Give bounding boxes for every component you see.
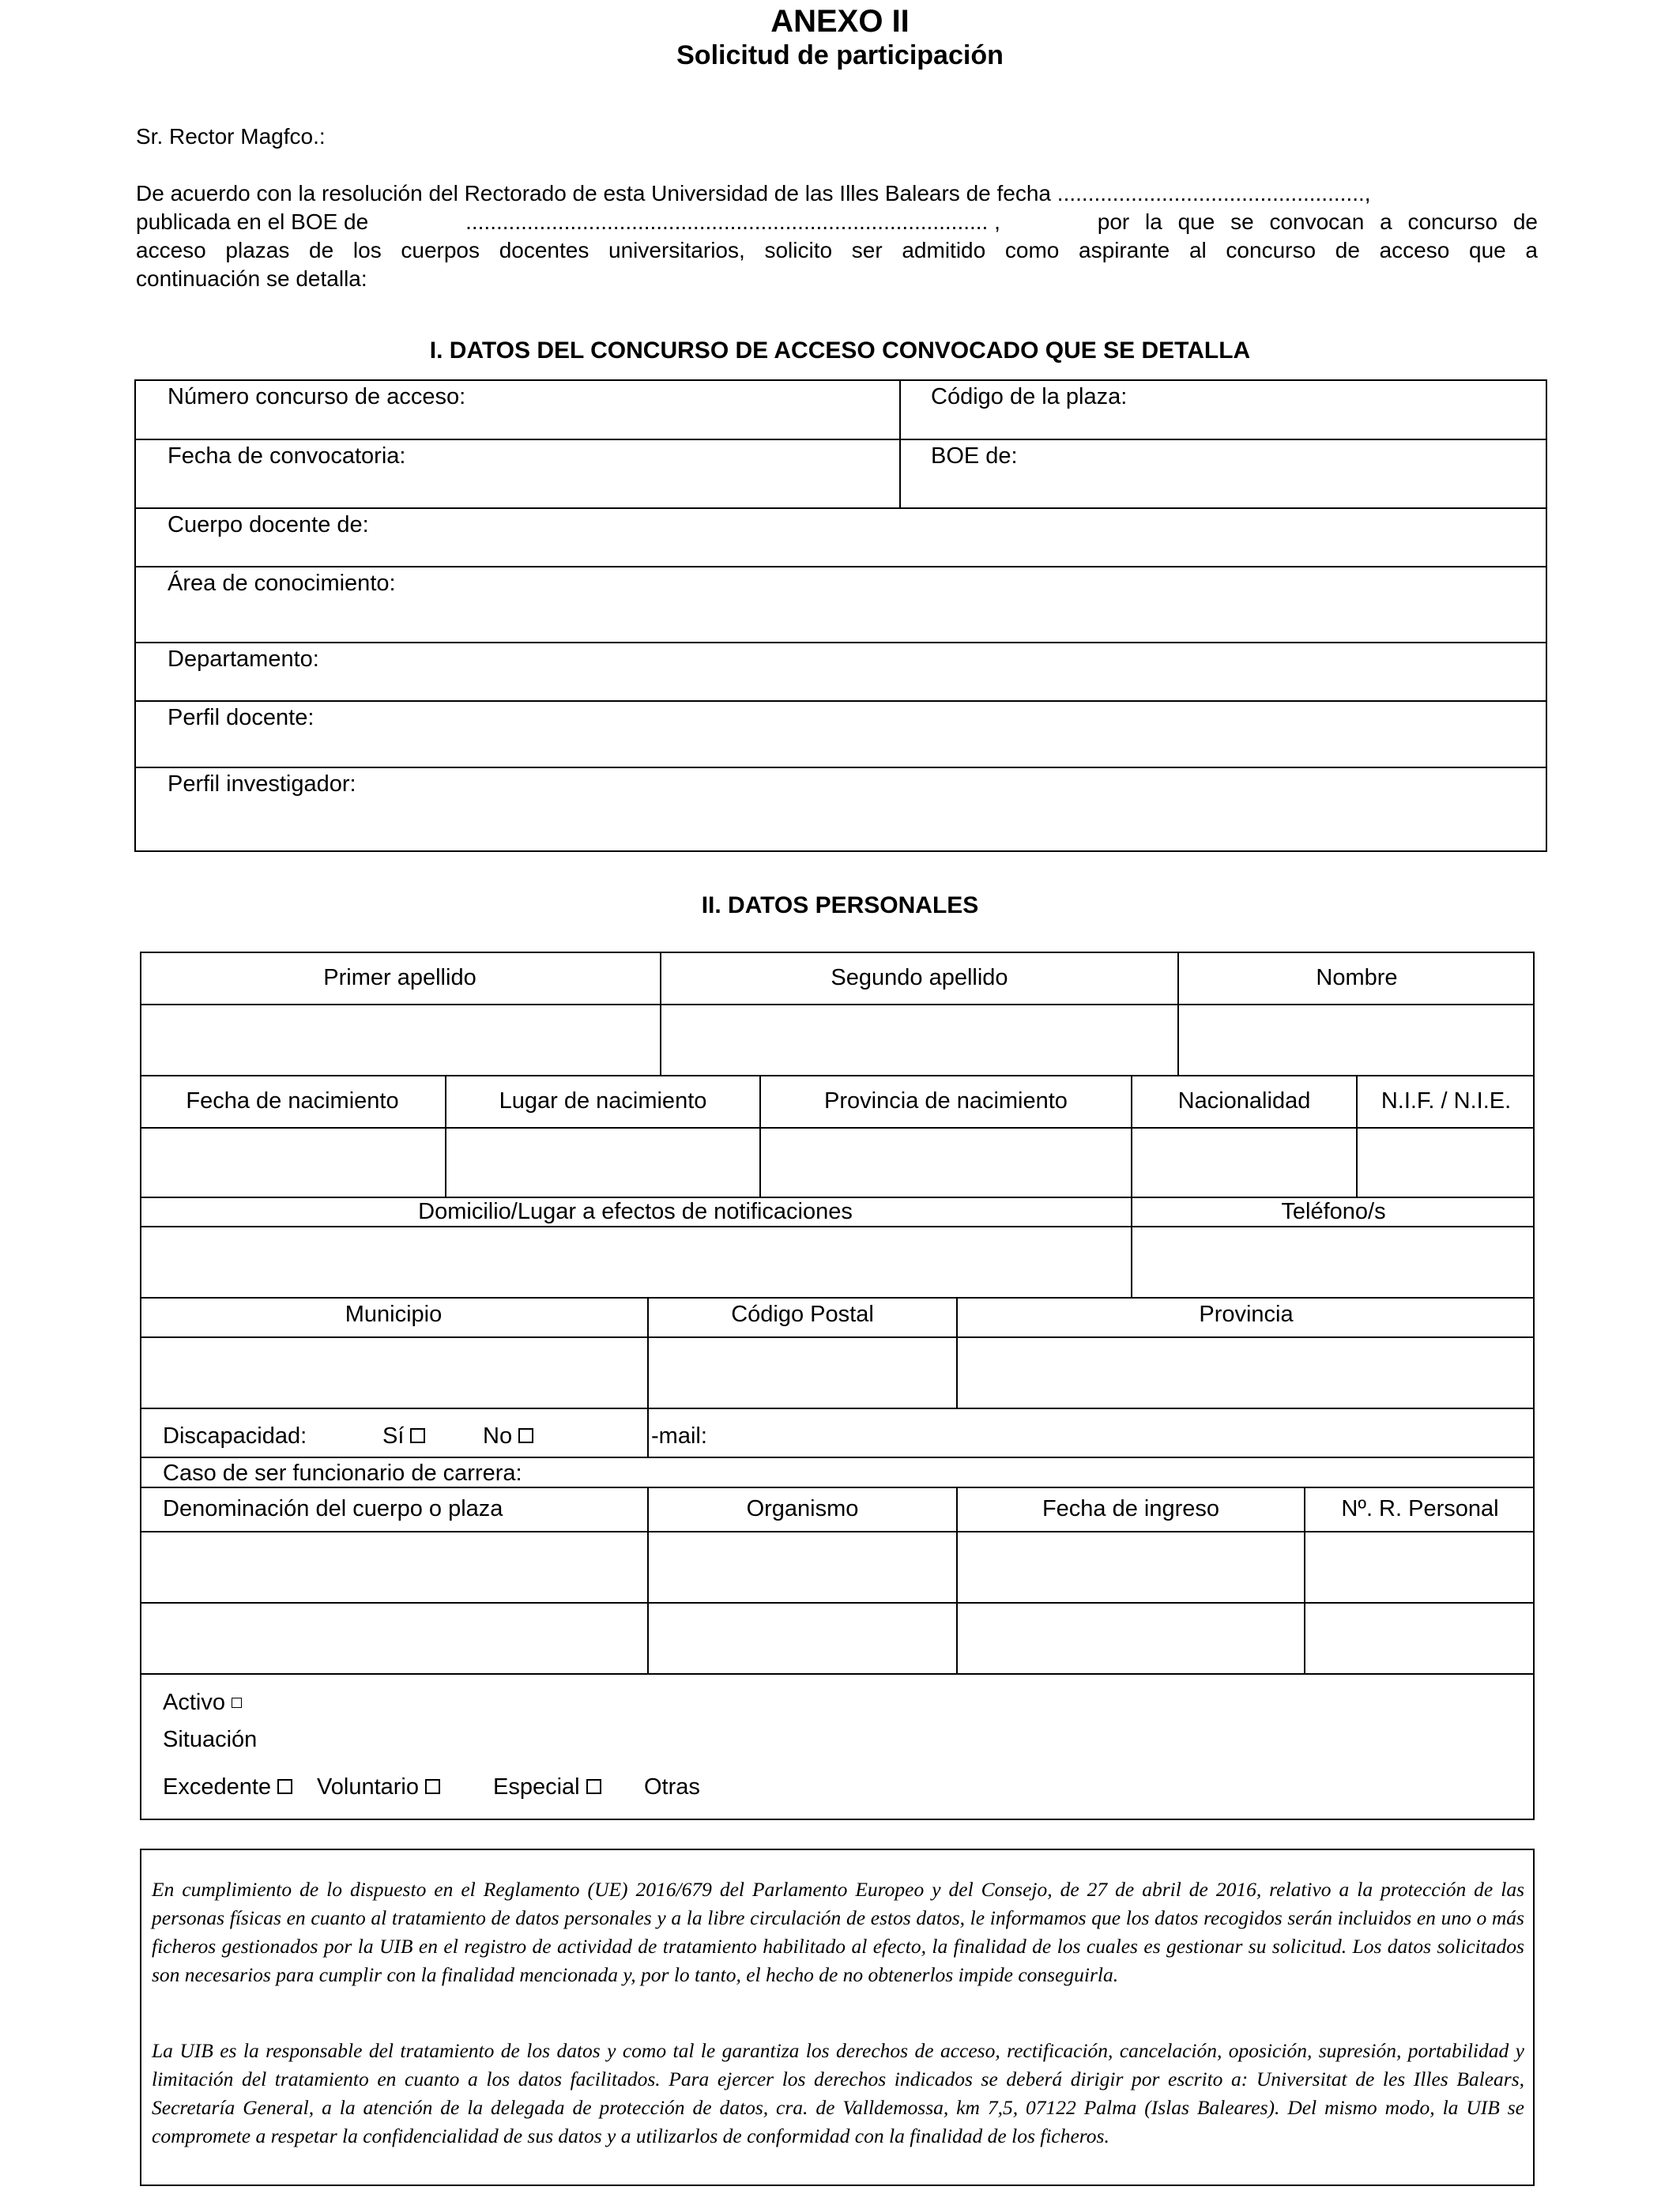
provincia-nacimiento-header: Provincia de nacimiento: [824, 1088, 1068, 1114]
telefono-header: Teléfono/s: [1281, 1199, 1386, 1224]
row-divider: [134, 439, 1547, 440]
fecha-ingreso-header: Fecha de ingreso: [1042, 1496, 1220, 1521]
row-divider: [134, 507, 1547, 509]
caso-funcionario-label: Caso de ser funcionario de carrera:: [163, 1461, 522, 1486]
col-divider: [647, 1408, 649, 1457]
excedente-label: Excedente: [163, 1774, 272, 1800]
domicilio-header: Domicilio/Lugar a efectos de notificaciones: [418, 1199, 853, 1224]
si-checkbox[interactable]: [410, 1428, 425, 1443]
activo-checkbox[interactable]: [232, 1698, 242, 1708]
legal-paragraph-2: La UIB es la responsable del tratamiento de los datos y como tal le garantiza los derechos de acceso, rectificación, cancelación, oposición, supresión, portabilidad y limitación del tratamiento en cuanto a los datos facilitados. Para ejercer los derechos indicados se deberá dirigir por escrito a: Universitat de les Illes Balears, Secretaría General, a la atención de la delegada de protección de datos, cra. de Valldemossa, km 7,5, 07122 Palma (Islas Baleares). Del mismo modo, la UIB se compromete a respetar la confidencialidad de sus datos y a utilizarlos de conformidad con la finalidad de los ficheros.: [152, 2039, 1524, 2147]
provincia-header: Provincia: [1199, 1302, 1294, 1327]
row-divider: [140, 1336, 1535, 1338]
nacionalidad-header: Nacionalidad: [1177, 1088, 1311, 1114]
row-divider: [140, 1075, 1535, 1076]
section-1-heading: I. DATOS DEL CONCURSO DE ACCESO CONVOCADO QUE SE DETALLA: [429, 337, 1251, 364]
letter-line-2-prefix: publicada en el BOE de: [136, 209, 369, 234]
perfil-docente-field[interactable]: Perfil docente:: [168, 705, 315, 730]
letter-line-3: acceso plazas de los cuerpos docentes universitarios, solicito ser admitido como aspirante al concurso de acceso que a: [136, 238, 1538, 262]
row-divider: [140, 1602, 1535, 1604]
voluntario-label: Voluntario: [317, 1774, 419, 1800]
fecha-convocatoria-field[interactable]: Fecha de convocatoria:: [168, 443, 406, 469]
codigo-plaza-field[interactable]: Código de la plaza:: [931, 384, 1128, 409]
letter-line-1: [136, 179, 1538, 208]
nombre-header: Nombre: [1316, 965, 1398, 990]
situacion-label: Situación: [163, 1727, 258, 1752]
segundo-apellido-header: Segundo apellido: [831, 965, 1008, 990]
letter-line-2: [136, 208, 1538, 236]
otras-option[interactable]: Otras: [644, 1774, 700, 1800]
departamento-field[interactable]: Departamento:: [168, 647, 319, 672]
row-divider: [134, 767, 1547, 768]
numero-concurso-field[interactable]: Número concurso de acceso:: [168, 384, 466, 409]
row-divider: [134, 642, 1547, 643]
document-subtitle: Solicitud de participación: [676, 40, 1004, 70]
row-divider: [140, 1004, 1535, 1005]
especial-checkbox[interactable]: [586, 1779, 601, 1794]
voluntario-option[interactable]: [317, 1774, 440, 1800]
lugar-nacimiento-header: Lugar de nacimiento: [499, 1088, 707, 1114]
no-checkbox[interactable]: [518, 1428, 533, 1443]
email-field[interactable]: -mail:: [651, 1423, 707, 1449]
voluntario-checkbox[interactable]: [425, 1779, 440, 1794]
letter-line-1-text: De acuerdo con la resolución del Rectorado de esta Universidad de las Illes Balears de fecha: [136, 181, 1052, 205]
nro-personal-header: Nº. R. Personal: [1341, 1496, 1499, 1521]
fecha-nacimiento-header: Fecha de nacimiento: [186, 1088, 399, 1114]
denominacion-header: Denominación del cuerpo o plaza: [163, 1496, 503, 1521]
row-divider: [140, 1531, 1535, 1532]
excedente-checkbox[interactable]: [277, 1779, 292, 1794]
letter-line-4: continuación se detalla:: [136, 266, 367, 291]
row-divider: [140, 1487, 1535, 1488]
row-divider: [134, 566, 1547, 567]
col-divider: [1131, 1226, 1132, 1297]
primer-apellido-header: Primer apellido: [323, 965, 477, 990]
boe-field[interactable]: BOE de:: [931, 443, 1018, 469]
perfil-investigador-field[interactable]: Perfil investigador:: [168, 771, 356, 797]
discapacidad-label: Discapacidad:: [163, 1423, 307, 1449]
row-divider: [140, 1673, 1535, 1675]
letter-line-2-suffix: por la que se convocan a concurso de: [1097, 209, 1538, 234]
municipio-header: Municipio: [345, 1302, 443, 1327]
activo-option[interactable]: [163, 1689, 242, 1716]
row-divider: [140, 1457, 1535, 1458]
excedente-option[interactable]: [163, 1774, 292, 1800]
cuerpo-docente-field[interactable]: Cuerpo docente de:: [168, 512, 369, 537]
especial-label: Especial: [493, 1774, 580, 1800]
row-divider: [140, 1226, 1535, 1227]
organismo-header: Organismo: [746, 1496, 859, 1521]
row-divider: [140, 1297, 1535, 1299]
row-divider: [140, 1127, 1535, 1129]
especial-option[interactable]: [493, 1774, 601, 1800]
no-label: No: [483, 1423, 513, 1449]
section-2-heading: II. DATOS PERSONALES: [701, 892, 979, 918]
discapacidad-no-option[interactable]: [483, 1423, 533, 1449]
activo-label: Activo: [163, 1690, 225, 1715]
salutation: Sr. Rector Magfco.:: [136, 124, 326, 149]
letter-line-2-dots: ..................................................................................... ,: [465, 209, 1000, 234]
datos-personales-table: [140, 952, 1535, 1820]
legal-paragraph-1: En cumplimiento de lo dispuesto en el Reglamento (UE) 2016/679 del Parlamento Europeo y del Consejo, de 27 de abril de 2016, relativo a la protección de las personas físicas en cuanto al tratamiento de datos personales y a la libre circulación de estos datos, le informamos que los datos recogidos serán incluidos en uno o más ficheros gestionados por la UIB en el registro de actividad de tratamiento habilitado al efecto, la finalidad de los cuales es gestionar su solicitud. Los datos solicitados son necesarios para cumplir con la finalidad mencionada y, por lo tanto, el hecho de no obtenerlos impide conseguirla.: [152, 1878, 1524, 1986]
row-divider: [134, 700, 1547, 702]
discapacidad-si-option[interactable]: [382, 1423, 425, 1449]
si-label: Sí: [382, 1423, 405, 1449]
letter-line-1-dots: ..................................................,: [1057, 181, 1371, 205]
area-conocimiento-field[interactable]: Área de conocimiento:: [168, 571, 396, 596]
document-title: ANEXO II: [770, 4, 910, 39]
concurso-divider: [899, 379, 901, 507]
row-divider: [140, 1408, 1535, 1409]
codigo-postal-header: Código Postal: [731, 1302, 874, 1327]
nif-nie-header: N.I.F. / N.I.E.: [1381, 1088, 1512, 1114]
